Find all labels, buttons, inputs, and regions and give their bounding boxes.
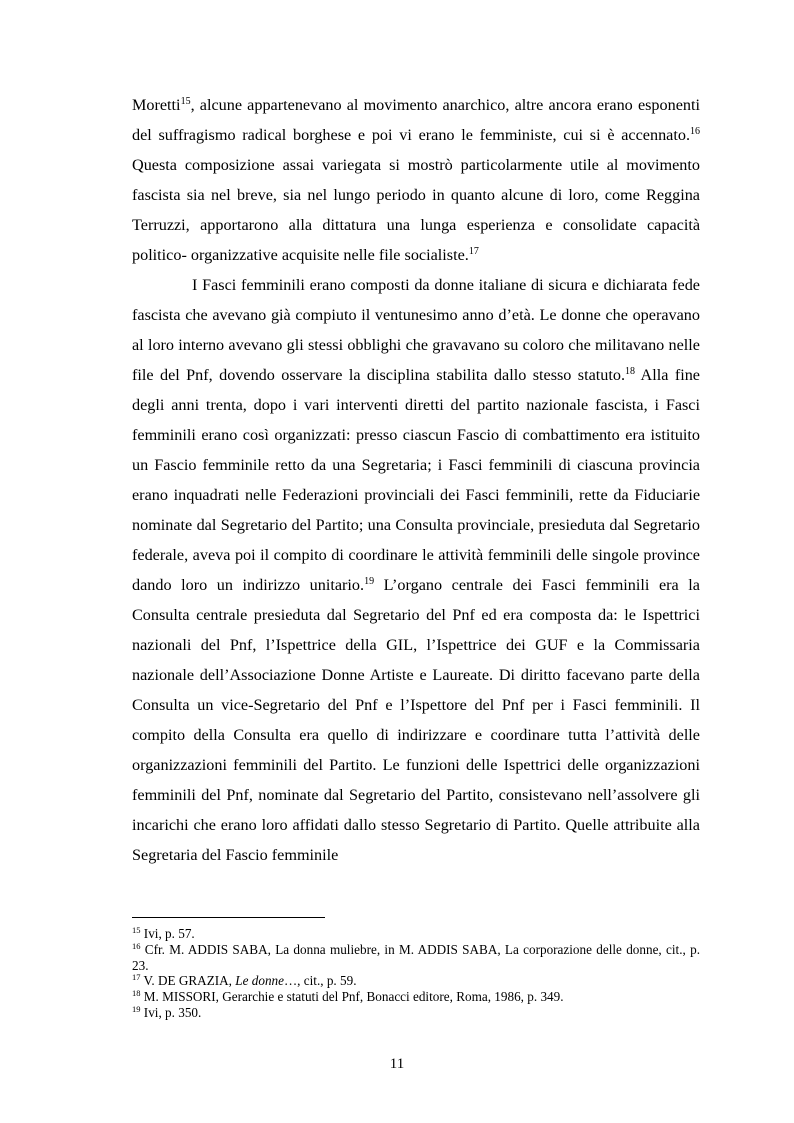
footnote-reference: 18 — [625, 366, 636, 377]
footnote-17: $^{17}$ V. DE GRAZIA, Le donne…, cit., p. 59. — [132, 972, 357, 989]
footnotes — [132, 926, 700, 1021]
footnote-marker: 19 — [132, 1003, 141, 1014]
footnote-16: $^{16}$ Cfr. M. ADDIS SABA, La donna muliebre, in M. ADDIS SABA, La corporazione delle donne, cit., p. 23. — [132, 940, 700, 973]
footnote-reference: 16 — [690, 126, 700, 137]
italic-title: Le donne — [235, 973, 284, 989]
footnote-15: $^{15}$ Ivi, p. 57. — [132, 925, 195, 941]
footnote-reference: 15 — [180, 96, 191, 107]
paragraph-1: Moretti$^{15}$, alcune appartenevano al movimento anarchico, altre ancora erano esponenti del suffragismo radical borghese e poi vi erano le femministe, cui si è accennato.$^{16}$ Questa composizione assai variegata si mostrò particolarmente utile al movimento fascista sia nel breve, sia nel lungo periodo in quanto alcune di loro, come Reggina Terruzzi, apportarono alla dittatura una lunga esperienza e consolidate capacità politico- organizzative acquisite nelle file socialiste.$^{17}$ — [132, 96, 700, 264]
footnote-marker: 15 — [132, 925, 141, 935]
footnote-marker: 16 — [132, 940, 141, 951]
footnote-separator — [132, 917, 325, 918]
footnote-marker: 17 — [132, 972, 141, 983]
footnote-marker: 18 — [132, 988, 141, 999]
footnote-reference: 19 — [364, 576, 375, 587]
footnote-reference: 17 — [468, 246, 479, 257]
page-number: 11 — [389, 1056, 405, 1072]
body-text — [132, 90, 700, 870]
footnote-19: $^{19}$ Ivi, p. 350. — [132, 1003, 202, 1020]
footnote-18: $^{18}$ M. MISSORI, Gerarchie e statuti del Pnf, Bonacci editore, Roma, 1986, p. 349. — [132, 988, 564, 1005]
paragraph-2: I Fasci femminili erano composti da donne italiane di sicura e dichiarata fede fascista che avevano già compiuto il ventunesimo anno d’età. Le donne che operavano al loro interno avevano gli stessi obblighi che gravavano su coloro che militavano nelle file del Pnf, dovendo osservare la disciplina stabilita dallo stesso statuto.$^{18}$ Alla fine degli anni trenta, dopo i vari interventi diretti del partito nazionale fascista, i Fasci femminili erano così organizzati: presso ciascun Fascio di combattimento era istituito un Fascio femminile retto da una Segretaria; i Fasci femminili di ciascuna provincia erano inquadrati nelle Federazioni provinciali dei Fasci femminili, rette da Fiduciarie nominate dal Segretario del Partito; una Consulta provinciale, presieduta dal Segretario federale, aveva poi il compito di coordinare le attività femminili delle singole province dando loro un indirizzo unitario.$^{19}$ L’organo centrale dei Fasci femminili era la Consulta centrale presieduta dal Segretario del Pnf ed era composta da: le Ispettrici nazionali del Pnf, l’Ispettrice della GIL, l’Ispettrice dei GUF e la Commissaria nazionale dell’Associazione Donne Artiste e Laureate. Di diritto facevano parte della Consulta un vice-Segretario del Pnf e l’Ispettore del Pnf per i Fasci femminili. Il compito della Consulta era quello di indirizzare e coordinare tutta l’attività delle organizzazioni femminili del Partito. Le funzioni delle Ispettrici delle organizzazioni femminili del Pnf, nominate dal Segretario del Partito, consistevano nell’assolvere gli incarichi che erano loro affidati dallo stesso Segretario di Partito. Quelle attribuite alla Segretaria del Fascio femminile — [132, 276, 700, 864]
